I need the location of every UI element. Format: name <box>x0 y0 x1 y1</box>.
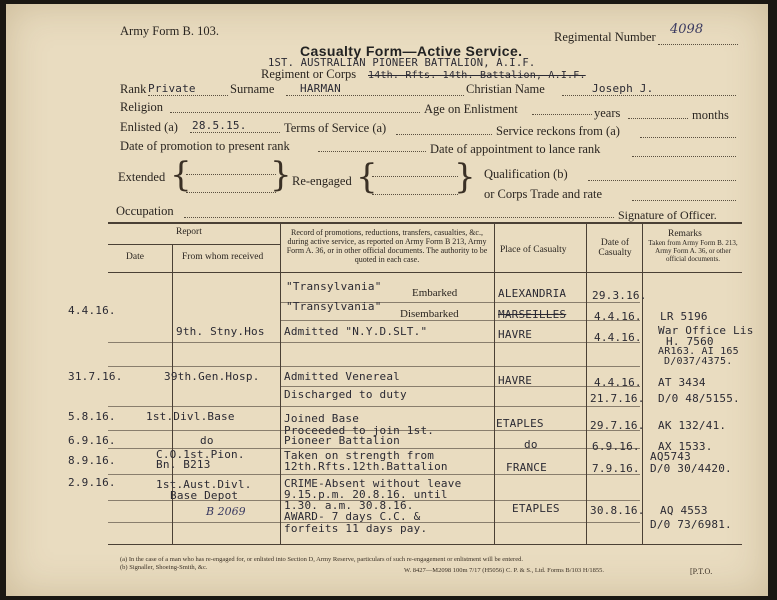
reengaged-brace-right: } <box>454 157 476 197</box>
r8-record2: 12th.Rfts.12th.Battalion <box>284 460 448 473</box>
footnote-a: (a) In the case of a man who has re-engaged for, or enlisted into Section D, Army Reserve, particulars of such re-engagement or enlistment will be entered. <box>120 556 523 563</box>
regiment-typed: 14th. Rfts. 14th. Battalion, A.I.F. <box>368 70 586 81</box>
r1-date: 29.3.16. <box>592 289 647 302</box>
r7-record1: Proceeded to join 1st. <box>284 424 435 437</box>
promotion-label: Date of promotion to present rank <box>120 139 290 153</box>
r7-remark: AX 1533. <box>658 440 713 453</box>
r4-cdate: 4.4.16. <box>594 376 642 389</box>
from-whom-header: From whom received <box>182 252 264 262</box>
date-casualty-header: Date of Casualty <box>598 238 632 258</box>
r3-remark4: D/037/4375. <box>664 356 733 367</box>
form-title: Casualty Form—Active Service. <box>300 43 523 59</box>
r9-date: 2.9.16. <box>68 476 116 489</box>
footnote-b: (b) Signaller, Shoeing-Smith, &c. <box>120 564 208 571</box>
extended-brace-right: } <box>270 155 292 195</box>
r2-record: "Transylvania" <box>286 300 382 313</box>
r4-record: Admitted Venereal <box>284 370 400 383</box>
r1-mid: Embarked <box>412 287 458 299</box>
r6-record: Joined Base <box>284 412 360 425</box>
terms-label: Terms of Service (a) <box>284 121 387 135</box>
r6-date: 5.8.16. <box>68 410 116 423</box>
qualification-label: Qualification (b) <box>484 167 568 181</box>
table-top-border <box>108 222 742 224</box>
regimental-number: 4098 <box>670 22 704 37</box>
r4-from: 39th.Gen.Hosp. <box>164 370 260 383</box>
remarks-header: Remarks <box>668 229 702 239</box>
r9-cdate: 30.8.16. <box>590 504 645 517</box>
enlisted-value: 28.5.15. <box>192 119 247 132</box>
r9-record1: CRIME-Absent without leave <box>284 477 462 490</box>
r9-record5: forfeits 11 days pay. <box>284 522 428 535</box>
r9-place: ETAPLES <box>512 502 560 515</box>
form-name: Army Form B. 103. <box>120 24 219 38</box>
place-header: Place of Casualty <box>500 245 567 255</box>
r2-date: 4.4.16. <box>594 310 642 323</box>
r4-place: HAVRE <box>498 374 533 387</box>
unit-typed: 1ST. AUSTRALIAN PIONEER BATTALION, A.I.F. <box>268 57 536 69</box>
r6-from: 1st.Divl.Base <box>146 410 235 423</box>
r9-from1: 1st.Aust.Divl. <box>156 478 252 491</box>
r2-remark: LR 5196 <box>660 310 708 323</box>
surname-label: Surname <box>230 82 275 96</box>
signature-label: Signature of Officer. <box>618 208 717 222</box>
r9-remark2: D/0 73/6981. <box>650 518 732 531</box>
religion-label: Religion <box>120 100 164 114</box>
r7-from: do <box>200 434 214 447</box>
pto-mark: [P.T.O. <box>690 567 713 576</box>
r7-date: 6.9.16. <box>68 434 116 447</box>
r8-from2: Bn. B213 <box>156 458 211 471</box>
r9-record4: AWARD- 7 days C.C. & <box>284 510 421 523</box>
r8-record1: Taken on strength from <box>284 449 435 462</box>
r6-place: ETAPLES <box>496 417 544 430</box>
r5-cdate: 21.7.16. <box>590 392 645 405</box>
reengaged-label: Re-engaged <box>292 174 352 188</box>
table-bottom-border <box>108 544 742 545</box>
table-header-bottom-border <box>108 272 742 273</box>
reengaged-brace-left: { <box>356 157 378 197</box>
christian-name-label: Christian Name <box>466 82 545 96</box>
r3-remark1: War Office Lis <box>658 324 754 337</box>
rank-value: Private <box>148 82 196 95</box>
r1-place: ALEXANDRIA <box>498 287 567 300</box>
surname-value: HARMAN <box>300 82 341 95</box>
extended-label: Extended <box>118 170 166 184</box>
r7-record2: Pioneer Battalion <box>284 434 400 447</box>
rank-label: Rank <box>120 82 147 96</box>
r5-record: Discharged to duty <box>284 388 407 401</box>
r5-remark: D/0 48/5155. <box>658 392 740 405</box>
occupation-label: Occupation <box>116 204 174 218</box>
r6-cdate: 29.7.16. <box>590 419 645 432</box>
r8-from1: C.O.1st.Pion. <box>156 448 245 461</box>
months-label: months <box>692 108 729 122</box>
corps-trade-label: or Corps Trade and rate <box>484 187 603 201</box>
r2-left-date: 4.4.16. <box>68 304 116 317</box>
r8-date: 8.9.16. <box>68 454 116 467</box>
report-header: Report <box>176 227 202 237</box>
r4-remark: AT 3434 <box>658 376 706 389</box>
r9-from3: B 2069 <box>206 505 246 518</box>
r8-remark2: D/0 30/4420. <box>650 462 732 475</box>
regiment-label: Regiment or Corps <box>261 67 357 81</box>
age-label: Age on Enlistment <box>424 102 518 116</box>
r8-cdate: 7.9.16. <box>592 462 640 475</box>
r6-remark: AK 132/41. <box>658 419 727 432</box>
extended-brace-left: { <box>170 155 192 195</box>
r3-place: HAVRE <box>498 328 533 341</box>
r8-place: FRANCE <box>506 461 547 474</box>
years-label: years <box>594 106 621 120</box>
date-header: Date <box>126 252 144 262</box>
r3-remark3: AR163. AI 165 <box>658 346 739 357</box>
enlisted-label: Enlisted (a) <box>120 120 178 134</box>
r3-from: 9th. Stny.Hos <box>176 325 265 338</box>
r9-remark1: AQ 4553 <box>660 504 708 517</box>
appointment-label: Date of appointment to lance rank <box>430 142 601 156</box>
r1-record: "Transylvania" <box>286 280 382 293</box>
record-header: Record of promotions, reductions, transfers, casualties, &c., during active service, as reported on Army Form B 213, Army Form A. 36, or in other official documents. The authority to be quoted in each case. <box>286 228 488 264</box>
r9-record2: 9.15.p.m. 20.8.16. until <box>284 488 448 501</box>
printer-line: W. 8427—M2098 100m 7/17 (H5056) C. P. & S., Ltd. Forms B/103 H/1855. <box>404 567 605 574</box>
regimental-number-label: Regimental Number <box>554 30 656 44</box>
r2-place: MARSEILLES <box>498 308 567 321</box>
christian-name-value: Joseph J. <box>592 82 654 95</box>
r2-mid: Disembarked <box>400 308 459 320</box>
r9-from2: Base Depot <box>170 489 239 502</box>
r8-remark1: AQ5743 <box>650 450 691 463</box>
r3-record: Admitted "N.Y.D.SLT." <box>284 325 428 338</box>
r3-date: 4.4.16. <box>594 331 642 344</box>
reckons-label: Service reckons from (a) <box>496 124 620 138</box>
r7-cdate: 6.9.16. <box>592 440 640 453</box>
r9-record3: 1.30. a.m. 30.8.16. <box>284 499 414 512</box>
r3-remark2: H. 7560 <box>666 335 714 348</box>
remarks-subheader: Taken from Army Form B. 213, Army Form A. 36, or other official documents. <box>648 239 738 263</box>
r4-date: 31.7.16. <box>68 370 123 383</box>
r7-place: do <box>524 438 538 451</box>
